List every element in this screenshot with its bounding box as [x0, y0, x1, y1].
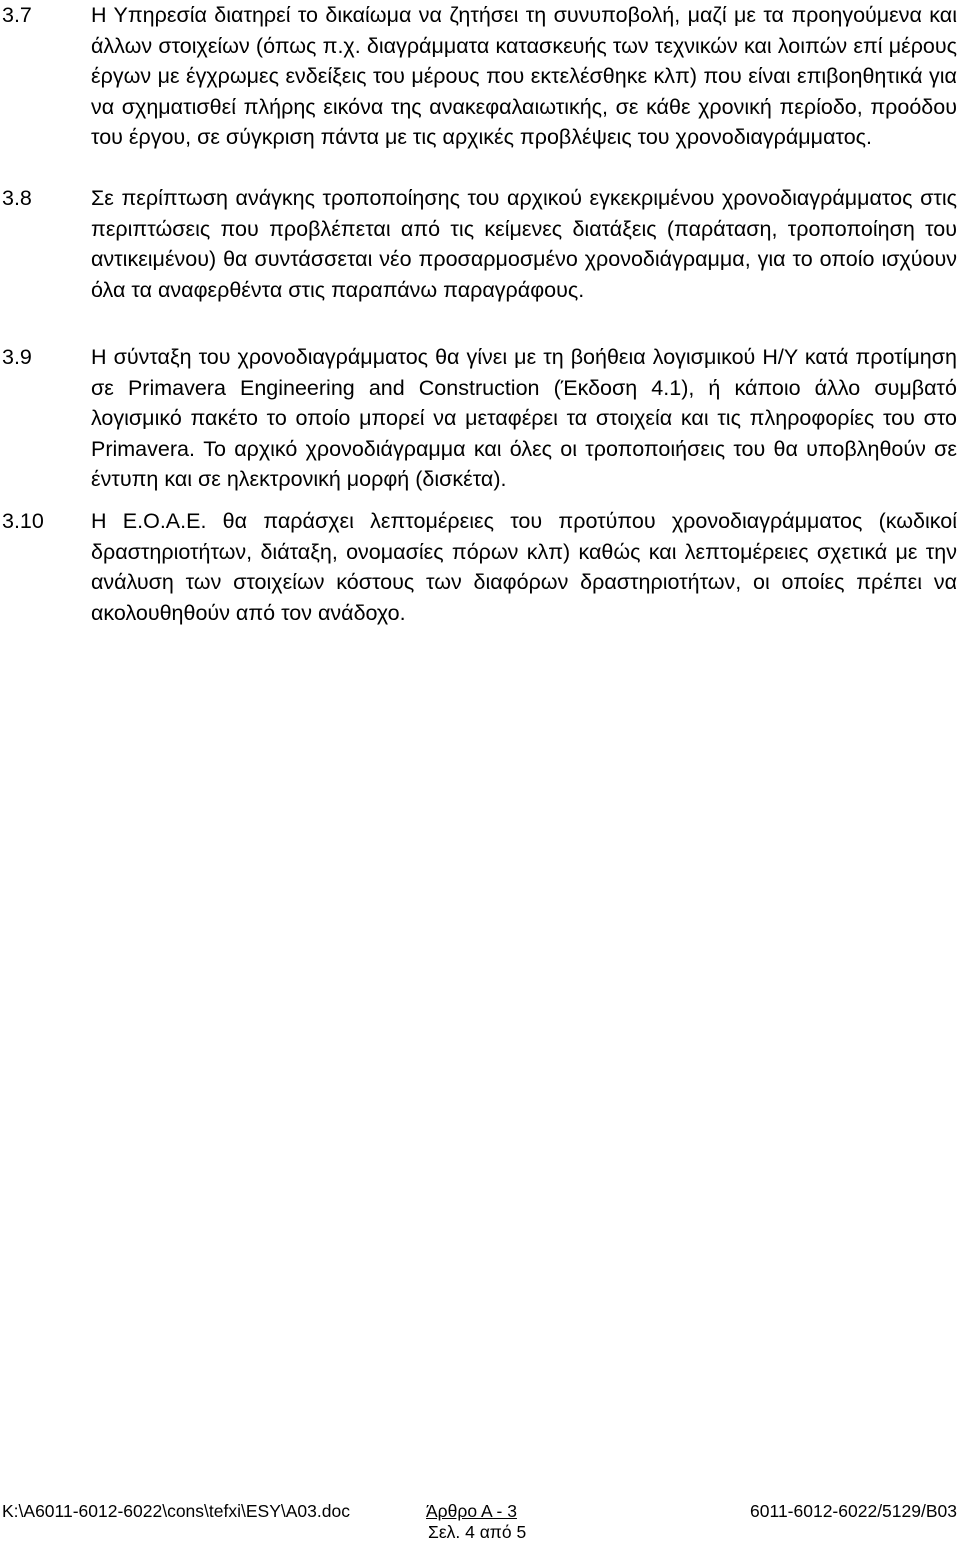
- section-3-9: [0, 342, 957, 495]
- footer-file-path: K:\A6011-6012-6022\cons\tefxi\ESY\A03.doc: [2, 1501, 350, 1521]
- section-number: 3.8: [2, 186, 32, 210]
- section-number: 3.7: [2, 3, 32, 27]
- section-3-8: [0, 183, 957, 305]
- section-text: Η Ε.Ο.Α.Ε. θα παράσχει λεπτομέρειες του προτύπου χρονοδιαγράμματος (κωδικοί δραστηριοτήτων, διάταξη, ονομασίες πόρων κλπ) καθώς και λεπτομέρειες σχετικά με την ανάλυση των στοιχείων κόστους των διαφόρων δραστηριοτήτων, οι οποίες πρέπει να ακολουθηθούν από τον ανάδοχο.: [91, 509, 957, 625]
- footer-article: Άρθρο Α - 3: [426, 1501, 517, 1521]
- section-number: 3.9: [2, 345, 32, 369]
- section-number: 3.10: [2, 509, 44, 533]
- section-text: Η σύνταξη του χρονοδιαγράμματος θα γίνει με τη βοήθεια λογισμικού Η/Υ κατά προτίμηση σε Primavera Engineering and Construction (Έκδοση 4.1), ή κάποιο άλλο συμβατό λογισμικό πακέτο το οποίο μπορεί να μεταφέρει τα στοιχεία και τις πληροφορίες του στο Primavera. Το αρχικό χρονοδιάγραμμα και όλες οι τροποποιήσεις του θα υποβληθούν σε έντυπη και σε ηλεκτρονική μορφή (δισκέτα).: [91, 345, 957, 491]
- section-text: Η Υπηρεσία διατηρεί το δικαίωμα να ζητήσει τη συνυποβολή, μαζί με τα προηγούμενα και άλλων στοιχείων (όπως π.χ. διαγράμματα κατασκευής των τεχνικών και λοιπών επί μέρους έργων με έγχρωμες ενδείξεις του μέρους που εκτελέσθηκε κλπ) που είναι επιβοηθητικά για να σχηματισθεί πλήρης εικόνα της ανακεφαλαιωτικής, σε κάθε χρονική περίοδο, προόδου του έργου, σε σύγκριση πάντα με τις αρχικές προβλέψεις του χρονοδιαγράμματος.: [91, 3, 957, 149]
- page-footer: [0, 1500, 960, 1522]
- section-3-7: [0, 0, 957, 153]
- section-text: Σε περίπτωση ανάγκης τροποποίησης του αρχικού εγκεκριμένου χρονοδιαγράμματος στις περιπτώσεις που προβλέπεται από τις κείμενες διατάξεις (παράταση, τροποποίηση του αντικειμένου) θα συντάσσεται νέο προσαρμοσμένο χρονοδιάγραμμα, για το οποίο ισχύουν όλα τα αναφερθέντα στις παραπάνω παραγράφους.: [91, 186, 957, 302]
- section-3-10: [0, 506, 957, 628]
- footer-document-code: 6011-6012-6022/5129/B03: [750, 1501, 957, 1521]
- footer-page-number: Σελ. 4 από 5: [428, 1522, 527, 1542]
